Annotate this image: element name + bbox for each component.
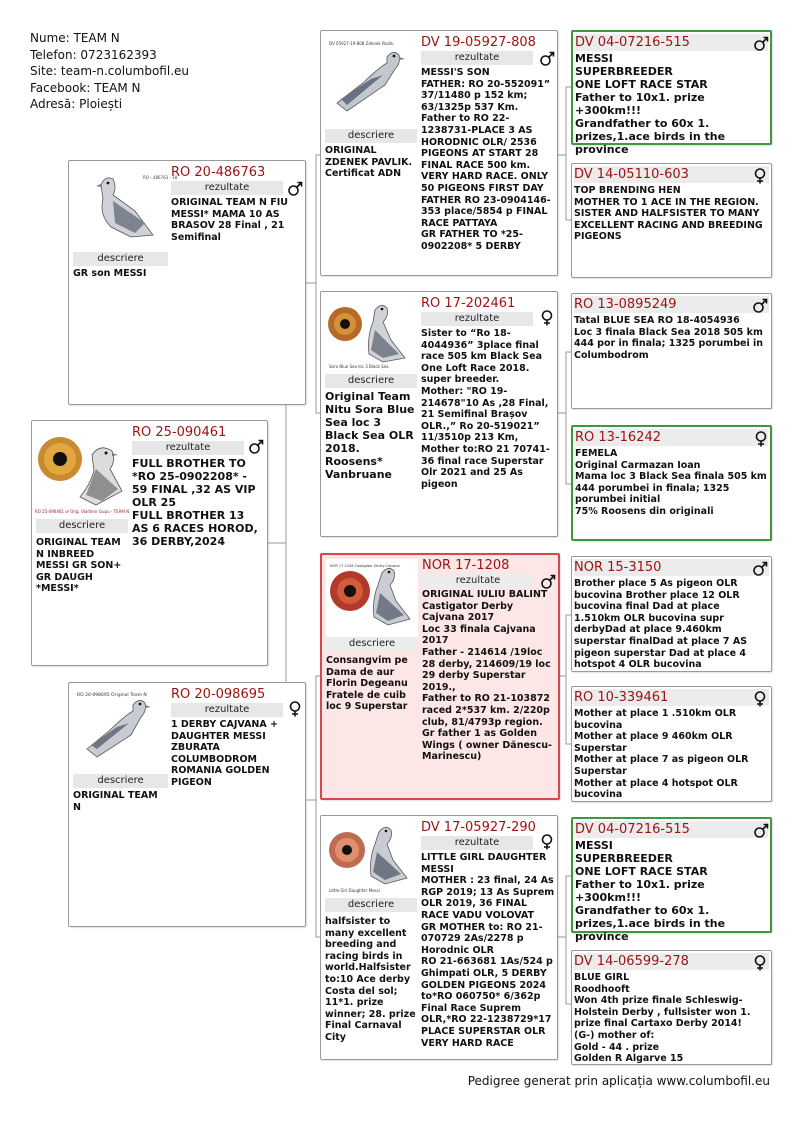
father-description-label: descriere: [73, 252, 168, 266]
father-pigeon-photo: [73, 165, 178, 250]
ff-photo-caption: DV 05927-19-808 Zdenek Pavlik: [329, 41, 394, 46]
mmm-card[interactable]: [571, 950, 772, 1065]
mmf-ring: DV 04-07216-515: [575, 822, 690, 837]
mf-card[interactable]: [320, 553, 560, 800]
mother-card[interactable]: [68, 682, 306, 927]
female-icon: [753, 431, 769, 447]
female-icon: [539, 834, 555, 850]
mff-results: Brother place 5 As pigeon OLR bucovina Brother place 12 OLR bucovina final Dad at place 1.510km OLR bucovina supr derbyDad at place 9.460km superstar finalDad at place 7 AS pigeon superstar Dad at place 4 hotspot 4 OLR bucovina: [574, 578, 748, 671]
mmf-results: MESSI SUPERBREEDER ONE LOFT RACE STAR Father to 10x1. prize +300km!!! Grandfather to 60x 1. prizes,1.ace birds in the province: [575, 839, 726, 943]
mother-results: 1 DERBY CAJVANA + DAUGHTER MESSI ZBURATA COLUMBODROM ROMANIA GOLDEN PIGEON: [171, 719, 279, 788]
male-icon: [752, 298, 768, 314]
fm-pigeon-photo: [325, 296, 417, 374]
mother-description: ORIGINAL TEAM N: [73, 790, 158, 813]
ff-ring: DV 19-05927-808: [421, 35, 536, 50]
mm-description: halfsister to many excellent breeding and racing birds in world.Halfsister to:10 Ace derby Costa del sol; 11*1. prize winner; 28. prize Final Carnaval City: [325, 916, 416, 1043]
ff-pigeon-photo: [325, 35, 417, 127]
fff-results: MESSI SUPERBREEDER ONE LOFT RACE STAR Father to 10x1. prize +300km!!! Grandfather to 60x 1. prizes,1.ace birds in the province: [575, 52, 726, 156]
mf-results-label: rezultate: [422, 574, 534, 588]
fmm-results: FEMELA Original Carmazan Ioan Mama loc 3 Black Sea finala 505 km 444 porumbei in finala; 1325 porumbei initial 75% Roosens din originali: [575, 448, 767, 517]
father-results-label: rezultate: [171, 181, 283, 195]
mm-pigeon-photo: [325, 820, 417, 898]
subject-photo-caption: RO 25-090461 ♂ Orig. Vladimir Gupu - TEAM N: [34, 509, 130, 514]
owner-phone: Telefon: 0723162393: [30, 47, 157, 62]
ffm-results: TOP BRENDING HEN MOTHER TO 1 ACE IN THE REGION. SISTER AND HALFSISTER TO MANY EXCELLENT RACING AND BREEDING PIGEONS: [574, 185, 763, 243]
father-photo-caption: RO - 486763 - 18: [143, 175, 178, 180]
mmf-card[interactable]: [571, 817, 772, 943]
mother-ring: RO 20-098695: [171, 687, 266, 702]
owner-name: Nume: TEAM N: [30, 31, 120, 45]
mother-results-label: rezultate: [171, 703, 283, 717]
female-icon: [752, 955, 768, 971]
father-description: GR son MESSI: [73, 268, 147, 279]
fmf-card[interactable]: [571, 293, 772, 409]
ff-results: MESSI'S SON FATHER: RO 20-552091” 37/11480 p 152 km; 63/1325p 537 Km. Father to RO 22-1238731-PLACE 3 AS HORODNIC OLR/ 2536 PIGEONS AT START 28 FINAL RACE 500 km. VERY HARD RACE. ONLY 50 PIGEONS FIRST DAY FATHER RO 23-0904146- 353 place/5854 p FINAL RACE PATTAYA GR FATHER TO *25-0902208* 5 DERBY: [421, 67, 551, 252]
ffm-ring: DV 14-05110-603: [574, 167, 689, 182]
female-icon: [539, 310, 555, 326]
fmf-ring: RO 13-0895249: [574, 297, 677, 312]
mf-description-label: descriere: [326, 637, 418, 651]
fm-card[interactable]: [320, 291, 558, 537]
female-icon: [752, 691, 768, 707]
fm-ring: RO 17-202461: [421, 296, 516, 311]
subject-description-label: descriere: [36, 519, 128, 533]
male-icon: [248, 439, 264, 455]
female-icon: [752, 168, 768, 184]
fmm-ring: RO 13-16242: [575, 430, 661, 445]
subject-results: FULL BROTHER TO *RO 25-0902208* - 59 FINAL ,32 AS VIP OLR 25 FULL BROTHER 13 AS 6 RACES HOROD, 36 DERBY,2024: [132, 457, 258, 548]
owner-facebook: Facebook: TEAM N: [30, 80, 141, 95]
ffm-card[interactable]: [571, 163, 772, 278]
ff-description-label: descriere: [325, 129, 417, 143]
fm-description-label: descriere: [325, 374, 417, 388]
owner-address: Adresă: Ploiești: [30, 97, 123, 111]
subject-ring: RO 25-090461: [132, 425, 227, 440]
fff-ring: DV 04-07216-515: [575, 35, 690, 50]
fmm-card[interactable]: [571, 425, 772, 541]
male-icon: [752, 561, 768, 577]
ff-description: ORIGINAL ZDENEK PAVLIK. Certificat ADN: [325, 145, 413, 180]
father-card[interactable]: [68, 160, 306, 405]
mff-ring: NOR 15-3150: [574, 560, 662, 575]
mf-photo-caption: NOR 17-1208 Castigator Derby Cajvana: [330, 564, 400, 568]
mfm-ring: RO 10-339461: [574, 690, 669, 705]
mf-results: ORIGINAL IULIU BALINT Castigator Derby Cajvana 2017 Loc 33 finala Cajvana 2017 Father - 214614 /19loc 28 derby, 214609/19 loc 29 derby Superstar 2019., Father to RO 21-103872 raced 2*537 km. 2/220p club, 81/4793p region. Gr father 1 as Golden Wings ( owner Dănescu-Marinescu): [422, 589, 552, 763]
mm-results-label: rezultate: [421, 836, 533, 850]
fm-photo-caption: Sora Blue Sea loc 3 Black Sea: [329, 364, 389, 369]
subject-description: ORIGINAL TEAM N INBREED MESSI GR SON+ GR DAUGH *MESSI*: [36, 537, 122, 595]
mm-description-label: descriere: [325, 898, 417, 912]
ff-results-label: rezultate: [421, 51, 533, 65]
female-icon: [287, 701, 303, 717]
mf-ring: NOR 17-1208: [422, 558, 510, 573]
mmm-results: BLUE GIRL Roodhooft Won 4th prize finale Schleswig-Holstein Derby , fullsister won 1. prize final Cartaxo Derby 2014! (G-) mother of: Gold - 44 . prize Golden R Algarve 15: [574, 972, 751, 1065]
subject-results-label: rezultate: [132, 441, 244, 455]
male-icon: [540, 574, 556, 590]
mm-ring: DV 17-05927-290: [421, 820, 536, 835]
mother-description-label: descriere: [73, 774, 168, 788]
fff-card[interactable]: [571, 30, 772, 156]
fm-results: Sister to “Ro 18-4044936” 3place final race 505 km Black Sea One Loft Race 2018. super breeder. Mother: "RO 19-214678"10 As ,28 Final, 21 Semifinal Brașov OLR.,” Ro 20-519021” 11/3510p 213 Km, Mother to:RO 21 70741- 36 final race Superstar Olr 2021 and 25 As pigeon: [421, 328, 550, 490]
fmf-results: Tatal BLUE SEA RO 18-4054936 Loc 3 finala Black Sea 2018 505 km 444 por in finala; 1325 porumbei in Columbodrom: [574, 315, 764, 361]
subject-pigeon-photo: [36, 425, 128, 517]
mother-photo-caption: RO 20-098695 Original Team N: [77, 693, 147, 698]
ff-card[interactable]: [320, 30, 558, 276]
fm-results-label: rezultate: [421, 312, 533, 326]
male-icon: [753, 36, 769, 52]
mother-pigeon-photo: [73, 687, 168, 772]
male-icon: [287, 181, 303, 197]
father-results: ORIGINAL TEAM N FIU MESSI* MAMA 10 AS BRASOV 28 Final , 21 Semifinal: [171, 197, 289, 243]
subject-card[interactable]: [31, 420, 268, 666]
male-icon: [539, 51, 555, 67]
father-ring: RO 20-486763: [171, 165, 266, 180]
male-icon: [753, 823, 769, 839]
owner-site: Site: team-n.columbofil.eu: [30, 64, 189, 78]
mmm-ring: DV 14-06599-278: [574, 954, 689, 969]
mm-photo-caption: Little Girl Daughter Messi: [329, 888, 380, 893]
mf-description: Consangvim pe Dama de aur Florin Degeanu Fratele de cuib loc 9 Superstar: [326, 655, 408, 713]
mm-card[interactable]: [320, 815, 558, 1060]
fm-description: Original Team Nitu Sora Blue Sea loc 3 Black Sea OLR 2018. Roosens* Vanbruane: [325, 390, 415, 481]
mfm-results: Mother at place 1 .510km OLR bucovina Mother at place 9 460km OLR Superstar Mother at place 7 as pigeon OLR Superstar Mother at place 4 hotspot OLR bucovina: [574, 708, 749, 801]
mf-pigeon-photo: [326, 559, 418, 637]
mm-results: LITTLE GIRL DAUGHTER MESSI MOTHER : 23 final, 24 As RGP 2019; 13 As Suprem OLR 2019, 36 FINAL RACE VADU VOLOVAT GR MOTHER to: RO 21-070729 2As/2278 p Horodnic OLR RO 21-663681 1As/524 p Ghimpati OLR, 5 DERBY GOLDEN PIGEONS 2024 to*RO 060750* 6/362p Final Race Suprem OLR,*RO 22-1238729*17 PLACE SUPERSTAR OLR VERY HARD RACE: [421, 852, 555, 1049]
mff-card[interactable]: [571, 556, 772, 672]
mfm-card[interactable]: [571, 686, 772, 802]
footer-credit: Pedigree generat prin aplicația www.columbofil.eu: [467, 1074, 770, 1088]
